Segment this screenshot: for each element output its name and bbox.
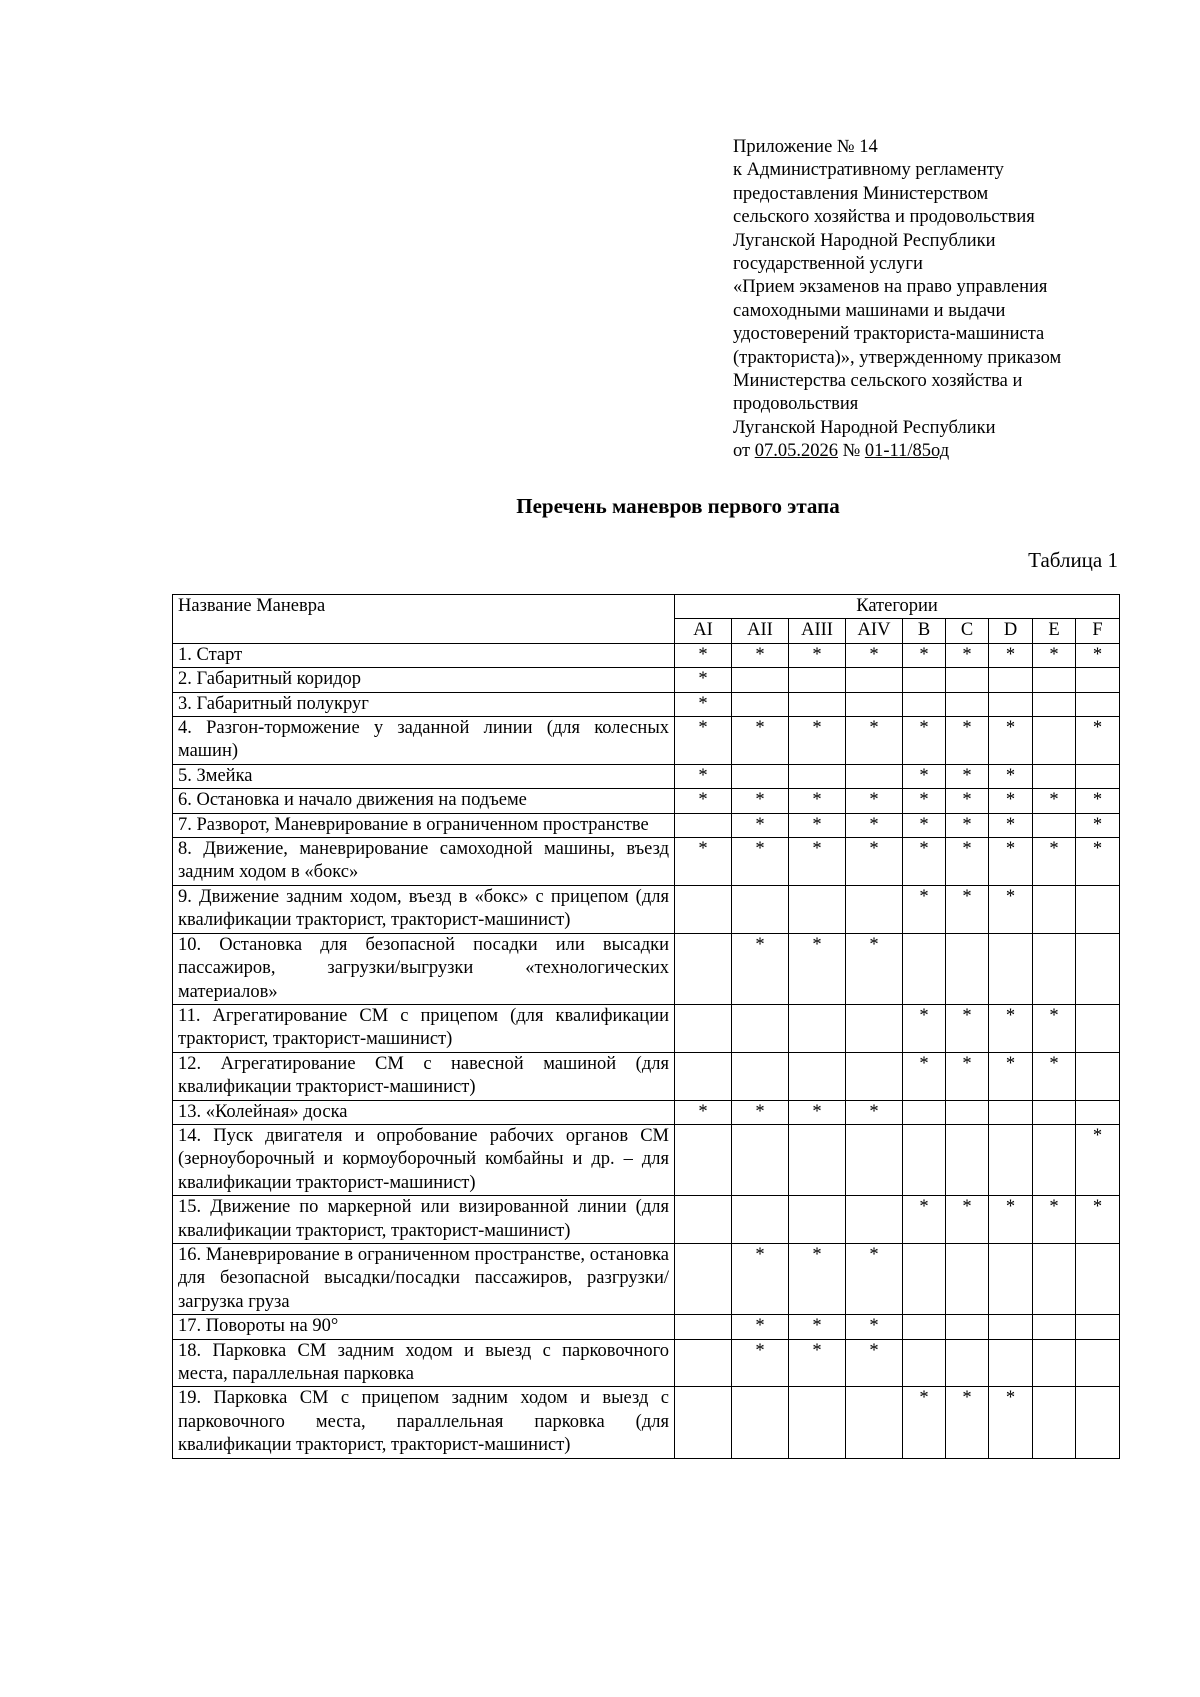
document-title: Перечень маневров первого этапа — [516, 494, 840, 518]
category-mark-cell — [846, 1387, 903, 1458]
appendix-line: Луганской Народной Республики — [733, 230, 996, 251]
category-mark-cell: * — [789, 643, 846, 667]
category-mark-cell — [946, 668, 989, 692]
category-mark-cell — [903, 1315, 946, 1339]
category-mark-cell — [675, 1196, 732, 1244]
table-row — [173, 1196, 1120, 1244]
table-row — [173, 1100, 1120, 1124]
category-mark-cell — [1033, 1339, 1076, 1387]
category-mark-cell: * — [989, 1004, 1033, 1052]
category-mark-cell: * — [675, 838, 732, 886]
category-mark-cell: * — [989, 838, 1033, 886]
maneuver-name: 5. Змейка — [173, 764, 675, 788]
category-mark-cell — [1033, 1315, 1076, 1339]
category-mark-cell — [989, 1243, 1033, 1314]
category-mark-cell — [732, 692, 789, 716]
maneuver-name: 8. Движение, маневрирование самоходной машины, въезд задним ходом в «бокс» — [173, 838, 675, 886]
maneuver-name: 12. Агрегатирование СМ с навесной машиной (для квалификации тракторист-машинист) — [173, 1052, 675, 1100]
appendix-line: сельского хозяйства и продовольствия — [733, 207, 1035, 228]
category-mark-cell — [1076, 885, 1120, 933]
category-mark-cell: * — [946, 643, 989, 667]
table-row — [173, 1387, 1120, 1458]
category-mark-cell — [846, 692, 903, 716]
category-header: B — [903, 619, 946, 643]
category-mark-cell — [789, 1124, 846, 1195]
table-row — [173, 668, 1120, 692]
category-mark-cell — [789, 1196, 846, 1244]
maneuver-name: 17. Повороты на 90° — [173, 1315, 675, 1339]
maneuvers-table — [172, 594, 1120, 1459]
category-mark-cell — [946, 933, 989, 1004]
appendix-line: Луганской Народной Республики — [733, 417, 996, 438]
category-mark-cell — [1076, 1315, 1120, 1339]
category-mark-cell: * — [989, 643, 1033, 667]
category-mark-cell — [1033, 717, 1076, 765]
category-mark-cell: * — [1076, 838, 1120, 886]
category-header: D — [989, 619, 1033, 643]
category-mark-cell — [903, 1243, 946, 1314]
category-mark-cell — [946, 692, 989, 716]
category-mark-cell — [732, 1196, 789, 1244]
category-mark-cell — [1076, 764, 1120, 788]
category-mark-cell: * — [789, 838, 846, 886]
category-mark-cell: * — [846, 813, 903, 837]
category-mark-cell — [675, 1004, 732, 1052]
category-header: C — [946, 619, 989, 643]
category-mark-cell: * — [732, 1315, 789, 1339]
maneuver-name: 10. Остановка для безопасной посадки или высадки пассажиров, загрузки/выгрузки «технологических материалов» — [173, 933, 675, 1004]
category-mark-cell — [989, 692, 1033, 716]
category-mark-cell: * — [903, 789, 946, 813]
category-mark-cell: * — [732, 813, 789, 837]
table-row — [173, 764, 1120, 788]
category-mark-cell — [732, 885, 789, 933]
appendix-header — [733, 136, 1153, 464]
category-mark-cell — [732, 1004, 789, 1052]
category-mark-cell — [1076, 1243, 1120, 1314]
category-header: AI — [675, 619, 732, 643]
category-mark-cell — [1033, 668, 1076, 692]
category-mark-cell — [1033, 885, 1076, 933]
category-mark-cell — [675, 1243, 732, 1314]
category-mark-cell: * — [732, 1100, 789, 1124]
table-row — [173, 717, 1120, 765]
category-mark-cell — [1033, 813, 1076, 837]
category-mark-cell — [946, 1339, 989, 1387]
category-mark-cell: * — [732, 789, 789, 813]
category-mark-cell — [1033, 764, 1076, 788]
category-mark-cell: * — [903, 885, 946, 933]
table-row — [173, 1052, 1120, 1100]
category-mark-cell: * — [1033, 1052, 1076, 1100]
category-mark-cell: * — [946, 813, 989, 837]
category-mark-cell — [732, 1052, 789, 1100]
maneuver-name-header: Название Маневра — [173, 595, 675, 644]
category-mark-cell — [989, 1315, 1033, 1339]
category-header: AII — [732, 619, 789, 643]
category-header: F — [1076, 619, 1120, 643]
category-mark-cell — [1033, 1100, 1076, 1124]
category-mark-cell — [846, 764, 903, 788]
category-mark-cell: * — [989, 717, 1033, 765]
category-mark-cell: * — [846, 838, 903, 886]
category-mark-cell: * — [903, 1196, 946, 1244]
category-mark-cell — [846, 1124, 903, 1195]
category-mark-cell: * — [1076, 813, 1120, 837]
appendix-line: продовольствия — [733, 394, 859, 415]
category-mark-cell — [675, 813, 732, 837]
category-mark-cell — [789, 668, 846, 692]
category-mark-cell — [989, 1124, 1033, 1195]
category-header: AIII — [789, 619, 846, 643]
appendix-line: Приложение № 14 — [733, 137, 878, 157]
table-row — [173, 1339, 1120, 1387]
category-mark-cell: * — [846, 1243, 903, 1314]
category-mark-cell — [675, 1052, 732, 1100]
category-header: E — [1033, 619, 1076, 643]
category-mark-cell — [946, 1243, 989, 1314]
category-mark-cell: * — [789, 717, 846, 765]
category-mark-cell: * — [1076, 1196, 1120, 1244]
appendix-line: (тракториста)», утвержденному приказом — [733, 347, 1062, 368]
category-mark-cell — [1076, 1339, 1120, 1387]
category-mark-cell — [1076, 1004, 1120, 1052]
category-mark-cell — [789, 885, 846, 933]
category-mark-cell: * — [946, 789, 989, 813]
maneuver-name: 7. Разворот, Маневрирование в ограниченном пространстве — [173, 813, 675, 837]
categories-header: Категории — [675, 595, 1120, 619]
category-mark-cell — [846, 668, 903, 692]
category-mark-cell: * — [1033, 1196, 1076, 1244]
category-mark-cell: * — [946, 1196, 989, 1244]
maneuver-name: 19. Парковка СМ с прицепом задним ходом и выезд с парковочного места, параллельная парковка (для квалификации тракторист, тракторист-машинист) — [173, 1387, 675, 1458]
category-mark-cell: * — [989, 764, 1033, 788]
category-mark-cell: * — [846, 933, 903, 1004]
maneuver-name: 15. Движение по маркерной или визированной линии (для квалификации тракторист, тракторист-машинист) — [173, 1196, 675, 1244]
category-mark-cell: * — [1033, 643, 1076, 667]
category-mark-cell: * — [846, 717, 903, 765]
category-mark-cell — [675, 933, 732, 1004]
category-mark-cell — [903, 668, 946, 692]
category-mark-cell: * — [789, 1100, 846, 1124]
category-mark-cell: * — [903, 813, 946, 837]
category-mark-cell: * — [946, 764, 989, 788]
table-row — [173, 789, 1120, 813]
appendix-line: к Административному регламенту — [733, 160, 1004, 181]
category-mark-cell: * — [989, 885, 1033, 933]
category-mark-cell: * — [675, 668, 732, 692]
maneuver-name: 4. Разгон-торможение у заданной линии (для колесных машин) — [173, 717, 675, 765]
category-mark-cell — [1033, 1243, 1076, 1314]
category-mark-cell — [732, 1124, 789, 1195]
category-mark-cell — [675, 885, 732, 933]
maneuver-name: 6. Остановка и начало движения на подъеме — [173, 789, 675, 813]
category-mark-cell: * — [1076, 1124, 1120, 1195]
category-mark-cell: * — [1076, 717, 1120, 765]
category-mark-cell: * — [903, 1052, 946, 1100]
table-label: Таблица 1 — [1028, 548, 1118, 572]
category-mark-cell: * — [989, 1052, 1033, 1100]
category-mark-cell — [732, 668, 789, 692]
category-mark-cell — [789, 764, 846, 788]
category-mark-cell — [846, 1052, 903, 1100]
category-mark-cell: * — [946, 838, 989, 886]
category-mark-cell: * — [789, 789, 846, 813]
category-mark-cell — [989, 668, 1033, 692]
category-mark-cell: * — [732, 933, 789, 1004]
appendix-line: Министерства сельского хозяйства и — [733, 371, 1023, 392]
category-mark-cell: * — [1033, 1004, 1076, 1052]
maneuver-name: 18. Парковка СМ задним ходом и выезд с парковочного места, параллельная парковка — [173, 1339, 675, 1387]
category-mark-cell — [903, 1100, 946, 1124]
category-mark-cell — [946, 1100, 989, 1124]
category-mark-cell: * — [732, 1243, 789, 1314]
category-mark-cell: * — [903, 717, 946, 765]
maneuver-name: 3. Габаритный полукруг — [173, 692, 675, 716]
category-mark-cell: * — [789, 813, 846, 837]
category-mark-cell: * — [1033, 838, 1076, 886]
category-mark-cell: * — [675, 643, 732, 667]
category-mark-cell — [789, 1004, 846, 1052]
category-mark-cell: * — [946, 717, 989, 765]
category-mark-cell — [946, 1124, 989, 1195]
category-mark-cell — [675, 1315, 732, 1339]
category-mark-cell: * — [903, 643, 946, 667]
table-row — [173, 838, 1120, 886]
category-mark-cell — [1033, 1387, 1076, 1458]
category-mark-cell: * — [675, 692, 732, 716]
appendix-line: предоставления Министерством — [733, 183, 989, 204]
category-mark-cell — [675, 1124, 732, 1195]
category-mark-cell — [1076, 692, 1120, 716]
category-mark-cell: * — [946, 1052, 989, 1100]
category-mark-cell: * — [946, 885, 989, 933]
category-mark-cell — [989, 1100, 1033, 1124]
category-mark-cell: * — [989, 813, 1033, 837]
appendix-date-line — [733, 440, 1153, 463]
category-mark-cell: * — [675, 1100, 732, 1124]
order-number: 01-11/85од — [864, 441, 950, 462]
category-mark-cell: * — [903, 1004, 946, 1052]
category-mark-cell: * — [675, 789, 732, 813]
date-prefix: от — [733, 441, 755, 462]
category-mark-cell: * — [903, 1387, 946, 1458]
category-mark-cell: * — [789, 1315, 846, 1339]
category-mark-cell — [1076, 1052, 1120, 1100]
category-mark-cell — [675, 1387, 732, 1458]
category-mark-cell: * — [1033, 789, 1076, 813]
category-mark-cell: * — [1076, 643, 1120, 667]
appendix-line: «Прием экзаменов на право управления — [733, 277, 1048, 298]
category-mark-cell — [1033, 692, 1076, 716]
maneuver-name: 16. Маневрирование в ограниченном пространстве, остановка для безопасной высадки/посадки пассажиров, разгрузки/загрузка груза — [173, 1243, 675, 1314]
maneuver-name: 9. Движение задним ходом, въезд в «бокс» с прицепом (для квалификации тракторист, тракторист-машинист) — [173, 885, 675, 933]
table-body — [173, 643, 1120, 1458]
category-mark-cell: * — [989, 789, 1033, 813]
maneuver-name: 11. Агрегатирование СМ с прицепом (для квалификации тракторист, тракторист-машинист) — [173, 1004, 675, 1052]
category-mark-cell: * — [846, 1315, 903, 1339]
category-mark-cell: * — [989, 1387, 1033, 1458]
table-row — [173, 1004, 1120, 1052]
category-mark-cell — [903, 1124, 946, 1195]
category-mark-cell: * — [1076, 789, 1120, 813]
category-mark-cell — [1076, 1387, 1120, 1458]
category-mark-cell — [989, 1339, 1033, 1387]
maneuver-name: 1. Старт — [173, 643, 675, 667]
category-mark-cell: * — [846, 1100, 903, 1124]
category-mark-cell — [789, 1387, 846, 1458]
category-mark-cell — [1076, 1100, 1120, 1124]
category-mark-cell: * — [675, 764, 732, 788]
category-mark-cell: * — [732, 1339, 789, 1387]
maneuver-name: 2. Габаритный коридор — [173, 668, 675, 692]
category-mark-cell — [946, 1315, 989, 1339]
category-mark-cell: * — [846, 643, 903, 667]
table-row — [173, 933, 1120, 1004]
category-mark-cell — [989, 933, 1033, 1004]
category-mark-cell: * — [732, 838, 789, 886]
category-mark-cell — [846, 1004, 903, 1052]
category-mark-cell: * — [903, 764, 946, 788]
category-header: AIV — [846, 619, 903, 643]
category-mark-cell: * — [732, 717, 789, 765]
appendix-line: удостоверений тракториста-машиниста — [733, 324, 1045, 345]
table-row — [173, 813, 1120, 837]
category-mark-cell: * — [989, 1196, 1033, 1244]
order-date: 07.05.2026 — [754, 441, 838, 462]
maneuver-name: 14. Пуск двигателя и опробование рабочих органов СМ (зерноуборочный и кормоуборочный комбайны и др. – для квалификации тракторист-машинист) — [173, 1124, 675, 1195]
category-mark-cell: * — [675, 717, 732, 765]
category-mark-cell — [903, 1339, 946, 1387]
category-mark-cell — [846, 1196, 903, 1244]
category-mark-cell: * — [789, 933, 846, 1004]
category-mark-cell — [903, 933, 946, 1004]
category-mark-cell: * — [946, 1387, 989, 1458]
table-row — [173, 1315, 1120, 1339]
category-mark-cell — [1033, 1124, 1076, 1195]
table-row — [173, 1124, 1120, 1195]
number-prefix: № — [837, 441, 865, 462]
category-mark-cell — [789, 1052, 846, 1100]
category-mark-cell — [732, 764, 789, 788]
category-mark-cell — [789, 692, 846, 716]
maneuver-name: 13. «Колейная» доска — [173, 1100, 675, 1124]
category-mark-cell — [1076, 933, 1120, 1004]
category-mark-cell — [675, 1339, 732, 1387]
category-mark-cell: * — [846, 1339, 903, 1387]
table-row — [173, 692, 1120, 716]
table-row — [173, 885, 1120, 933]
category-mark-cell: * — [789, 1243, 846, 1314]
category-mark-cell: * — [903, 838, 946, 886]
category-mark-cell: * — [846, 789, 903, 813]
table-row — [173, 1243, 1120, 1314]
category-mark-cell — [732, 1387, 789, 1458]
category-mark-cell — [903, 692, 946, 716]
appendix-line: самоходными машинами и выдачи — [733, 300, 1006, 321]
category-mark-cell: * — [732, 643, 789, 667]
table-row — [173, 643, 1120, 667]
appendix-line: государственной услуги — [733, 254, 923, 275]
category-mark-cell — [846, 885, 903, 933]
category-mark-cell — [1076, 668, 1120, 692]
category-mark-cell — [1033, 933, 1076, 1004]
category-mark-cell: * — [946, 1004, 989, 1052]
category-mark-cell: * — [789, 1339, 846, 1387]
